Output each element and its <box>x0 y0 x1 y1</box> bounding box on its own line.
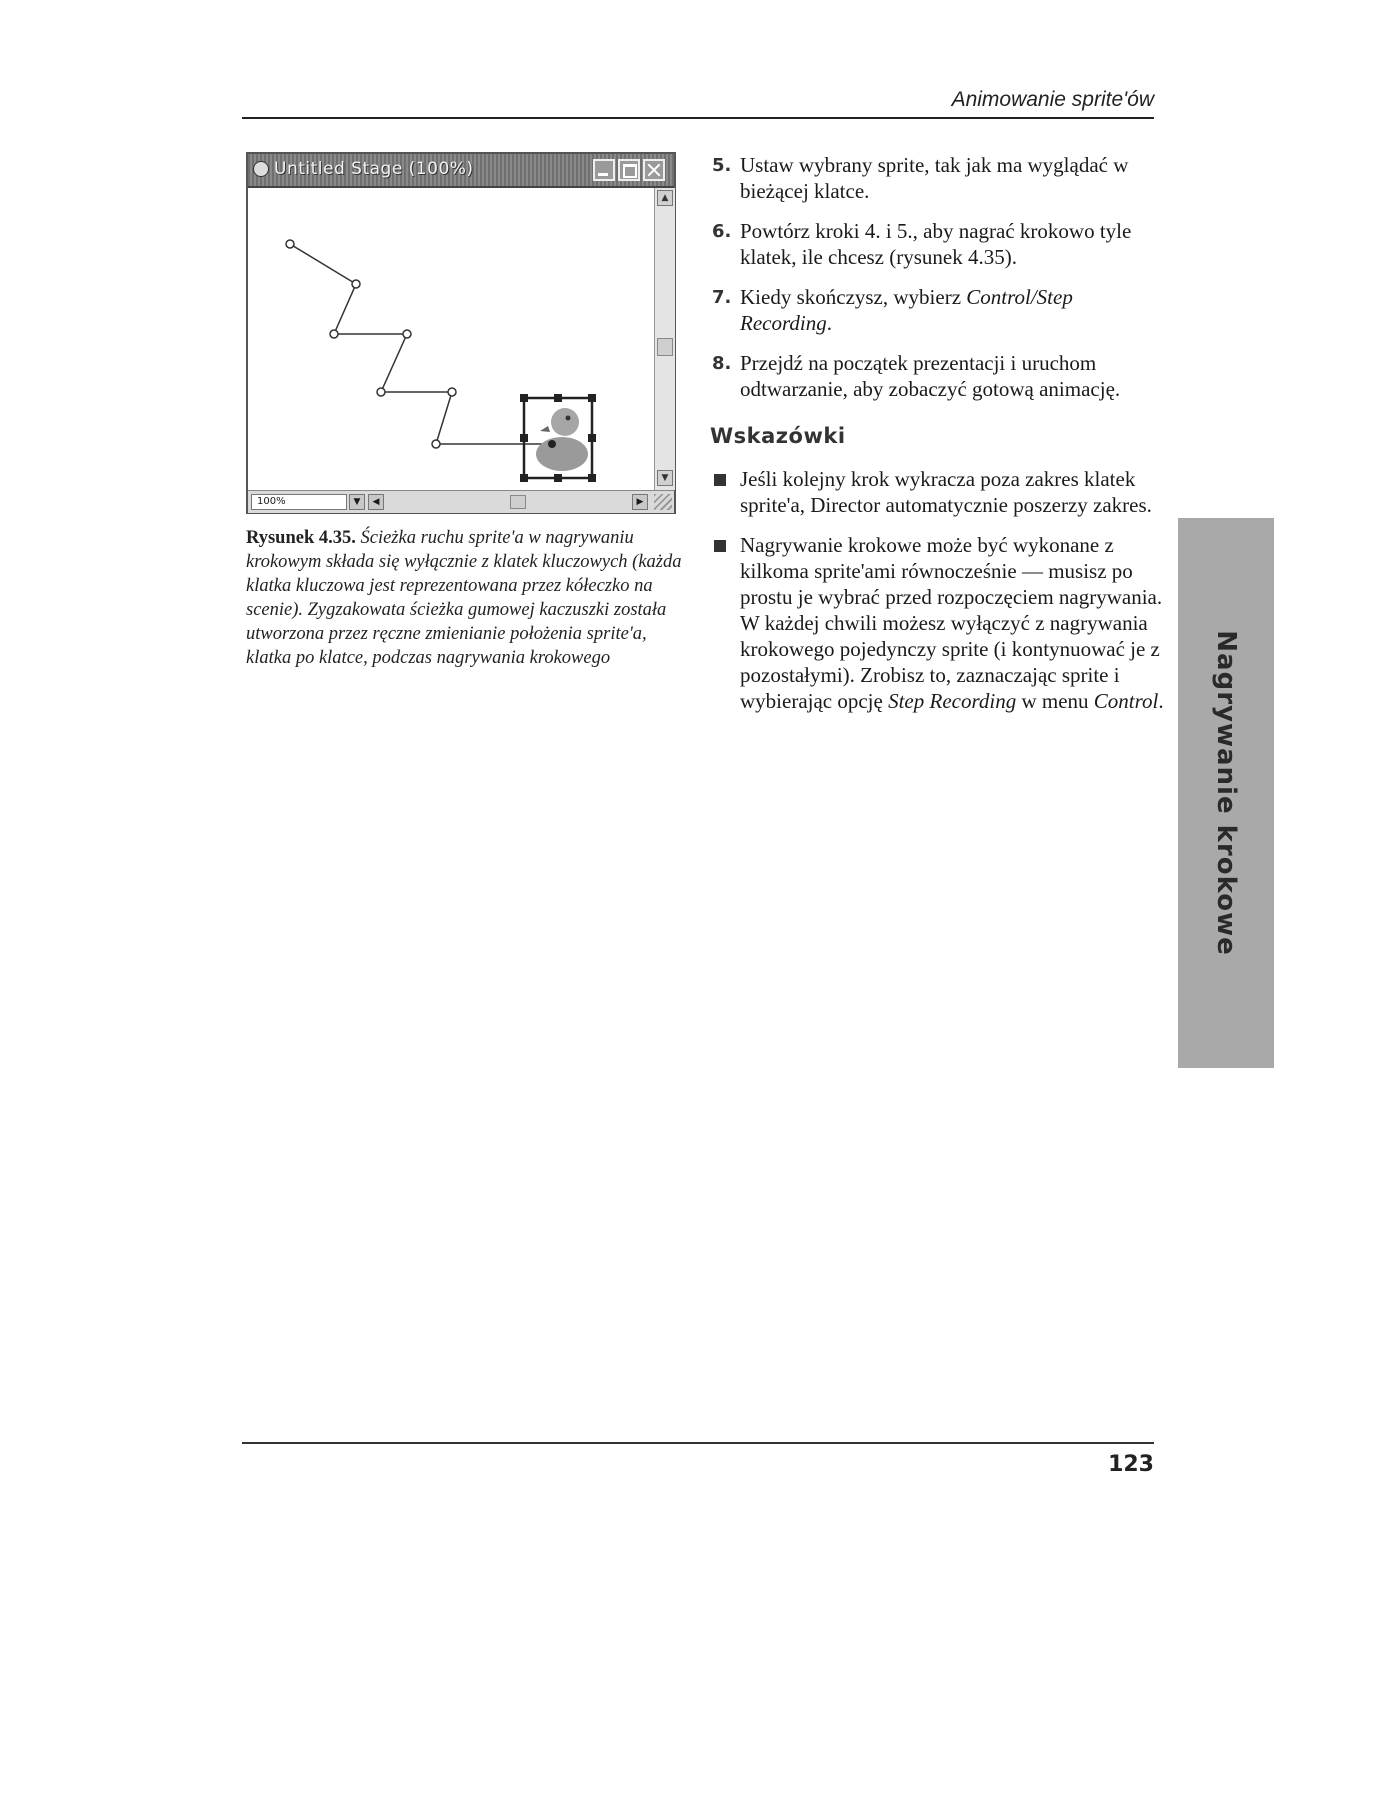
keyframe-markers <box>286 240 456 448</box>
keyframe-circle[interactable] <box>286 240 294 248</box>
header-rule <box>242 117 1154 119</box>
zoom-field[interactable]: 100% <box>251 494 347 510</box>
step-5 <box>712 152 1164 204</box>
running-head: Animowanie sprite'ów <box>951 88 1154 111</box>
tip-text: Jeśli kolejny krok wykracza poza zakres klatek sprite'a, Director automatycznie poszerzy zakres. <box>740 467 1152 517</box>
vertical-scroll-thumb[interactable] <box>657 338 673 356</box>
tip-text <box>740 533 1164 713</box>
minimize-icon <box>593 159 615 181</box>
tip-text-end: . <box>1158 689 1164 713</box>
figure-caption <box>246 526 682 670</box>
tip-item <box>712 466 1164 518</box>
scroll-down-icon[interactable]: ▼ <box>657 470 673 486</box>
step-7 <box>712 284 1164 336</box>
keyframe-circle[interactable] <box>330 330 338 338</box>
tip-item <box>712 532 1164 714</box>
caption-label: Rysunek 4.35. <box>246 528 356 548</box>
director-app-icon <box>253 161 269 177</box>
step-text-start: Kiedy skończysz, wybierz <box>740 285 967 309</box>
keyframe-circle[interactable] <box>403 330 411 338</box>
window-title: Untitled Stage (100%) <box>274 159 474 179</box>
menu-name: Control <box>1093 689 1159 713</box>
resize-grip-icon[interactable] <box>654 494 672 510</box>
side-tab-label: Nagrywanie krokowe <box>1211 630 1241 956</box>
vertical-scrollbar[interactable] <box>654 188 675 490</box>
motion-path <box>290 244 548 444</box>
stage-window-figure <box>246 152 676 514</box>
footer-rule <box>242 1442 1154 1444</box>
keyframe-circle[interactable] <box>432 440 440 448</box>
scroll-right-icon[interactable]: ▶ <box>632 494 648 510</box>
step-6 <box>712 218 1164 270</box>
menu-path: Control/Step Recording <box>740 285 1073 335</box>
square-bullet-icon <box>714 540 726 552</box>
step-8 <box>712 350 1164 402</box>
step-text: Ustaw wybrany sprite, tak jak ma wyglądać w bieżącej klatce. <box>740 153 1129 203</box>
page-number: 123 <box>1108 1452 1154 1477</box>
square-bullet-icon <box>714 474 726 486</box>
chapter-side-tab <box>1178 518 1274 1068</box>
stage-canvas <box>248 188 654 490</box>
stage-statusbar <box>248 490 674 513</box>
step-text-end: . <box>826 311 832 335</box>
keyframe-circle[interactable] <box>448 388 456 396</box>
scroll-up-icon[interactable]: ▲ <box>657 190 673 206</box>
step-text <box>740 285 1073 335</box>
motion-path-drawing <box>248 188 654 490</box>
tip-text-start: Nagrywanie krokowe może być wykonane z kilkoma sprite'ami równocześnie — musisz po prostu je wybrać przed rozpoczęciem nagrywania. W każdej chwili możesz wyłączyć z nagrywania krokowego pojedynczy sprite (i kontynuować je z pozostałymi). Zrobisz to, zaznaczając sprite i wybierając opcję <box>740 533 1163 713</box>
steps-list <box>712 152 1164 416</box>
tip-text-middle: w menu <box>1016 689 1094 713</box>
step-number: 8. <box>712 353 732 374</box>
window-titlebar <box>248 154 674 188</box>
step-text: Powtórz kroki 4. i 5., aby nagrać krokowo tyle klatek, ile chcesz (rysunek 4.35). <box>740 219 1132 269</box>
duck-sprite <box>520 394 596 482</box>
horizontal-scroll-thumb[interactable] <box>510 495 526 509</box>
tips-list <box>712 466 1164 728</box>
menu-item-name: Step Recording <box>888 689 1017 713</box>
step-number: 5. <box>712 155 732 176</box>
scroll-left-icon[interactable]: ◀ <box>368 494 384 510</box>
maximize-icon <box>618 159 640 181</box>
step-text: Przejdź na początek prezentacji i uruchom odtwarzanie, aby zobaczyć gotową animację. <box>740 351 1121 401</box>
close-icon <box>643 159 665 181</box>
caption-text: Ścieżka ruchu sprite'a w nagrywaniu krokowym składa się wyłącznie z klatek kluczowych (każda klatka kluczowa jest reprezentowana przez kółeczko na scenie). Zygzakowata ścieżka gumowej kaczuszki została utworzona przez ręczne zmienianie położenia sprite'a, klatka po klatce, podczas nagrywania krokowego <box>246 528 682 668</box>
step-number: 7. <box>712 287 732 308</box>
keyframe-circle[interactable] <box>377 388 385 396</box>
tips-heading: Wskazówki <box>710 424 846 448</box>
step-number: 6. <box>712 221 732 242</box>
keyframe-circle[interactable] <box>352 280 360 288</box>
zoom-dropdown-icon[interactable]: ▼ <box>349 494 365 510</box>
